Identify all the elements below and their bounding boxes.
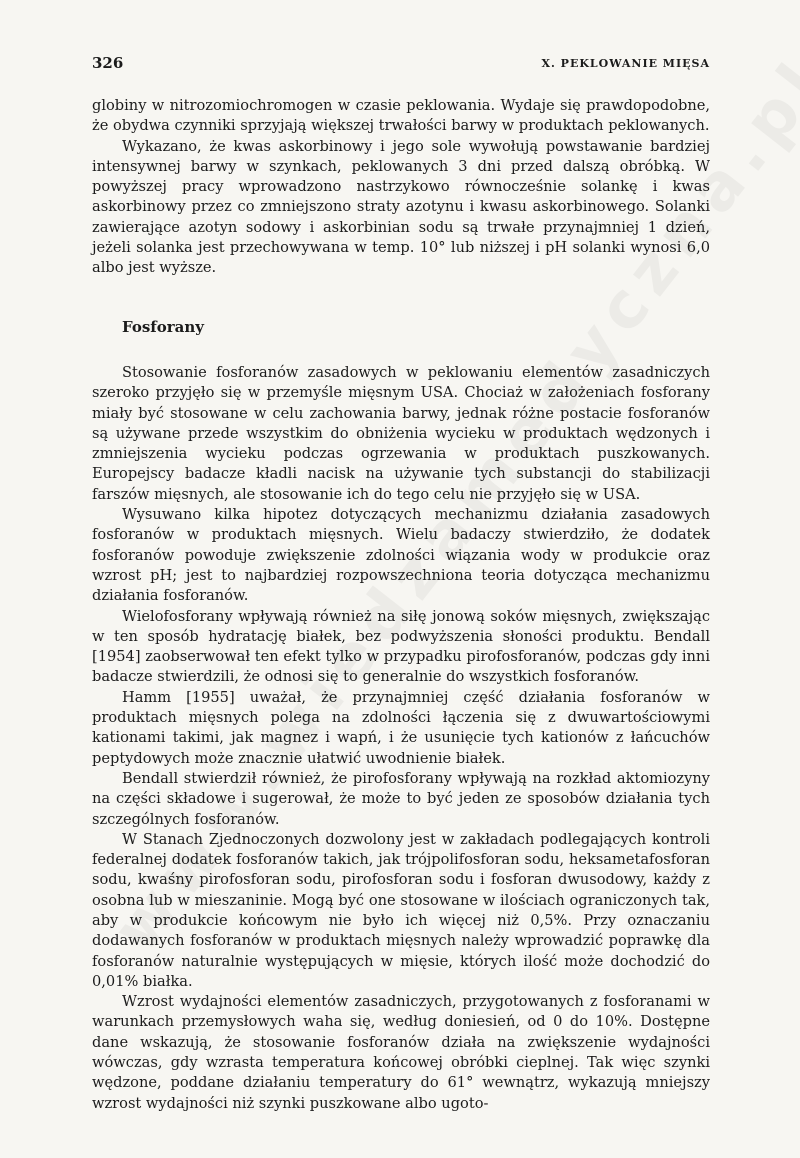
paragraph: W Stanach Zjednoczonych dozwolony jest w zakładach podlegających kontroli federalnej dodatek fosforanów takich, jak trójpolifosforan sodu, heksametafosforan sodu, kwaśny pirofosforan sodu, pirofosforan sodu i fosforan dwusodowy, każdy z osobna lub w mieszaninie. Mogą być one stosowane w ilościach ograniczonych tak, aby w produkcie końcowym nie było ich więcej niż 0,5%. Przy oznaczaniu dodawanych fosforanów w produktach mięsnych należy wprowadzić poprawkę dla fosforanów naturalnie występujących w mięsie, których ilość może dochodzić do 0,01% białka.	[92, 830, 710, 990]
body-text	[92, 96, 710, 1114]
page-header	[92, 54, 710, 78]
paragraph: Wykazano, że kwas askorbinowy i jego sole wywołują powstawanie bardziej intensywnej barwy w szynkach, peklowanych 3 dni przed dalszą obróbką. W powyższej pracy wprowadzono nastrzykowo równocześnie solankę i kwas askorbinowy przez co zmniejszono straty azotynu i kwasu askorbinowego. Solanki zawierające azotyn sodowy i askorbinian sodu są trwałe przynajmniej 1 dzień, jeżeli solanka jest przechowywana w temp. 10° lub niższej i pH solanki wynosi 6,0 albo jest wyższe.	[92, 137, 710, 277]
paragraph: Wysuwano kilka hipotez dotyczących mechanizmu działania zasadowych fosforanów w produktach mięsnych. Wielu badaczy stwierdziło, że dodatek fosforanów powoduje zwiększenie zdolności wiązania wody w produkcie oraz wzrost pH; jest to najbardziej rozpowszechniona teoria dotycząca mechanizmu działania fosforanów.	[92, 506, 710, 605]
section-heading: Fosforany	[122, 317, 204, 336]
paragraph: Wzrost wydajności elementów zasadniczych, przygotowanych z fosforanami w warunkach przemysłowych waha się, według doniesień, od 0 do 10%. Dostępne dane wskazują, że stosowanie fosforanów działa na zwiększenie wydajności wówczas, gdy wzrasta temperatura końcowej obróbki cieplnej. Tak więc szynki wędzone, poddane działaniu temperatury do 61° wewnątrz, wykazują mniejszy wzrost wydajności niż szynki puszkowane albo ugoto-	[92, 993, 710, 1112]
paragraph: Wielofosforany wpływają również na siłę jonową soków mięsnych, zwiększając w ten sposób hydratację białek, bez podwyższenia słoności produktu. Bendall [1954] zaobserwował ten efekt tylko w przypadku pirofosforanów, podczas gdy inni badacze stwierdzili, że odnosi się to generalnie do wszystkich fosforanów.	[92, 607, 710, 686]
paragraph: Bendall stwierdził również, że pirofosforany wpływają na rozkład aktomiozyny na części składowe i sugerował, że może to być jeden ze sposobów działania tych szczególnych fosforanów.	[92, 769, 710, 828]
running-head: X. PEKLOWANIE MIĘSA	[541, 57, 710, 70]
paragraph: globiny w nitrozomiochromogen w czasie peklowania. Wydaje się prawdopodobne, że obydwa czynniki sprzyjają większej trwałości barwy w produktach peklowanych.	[92, 97, 710, 135]
paragraph: Hamm [1955] uważał, że przynajmniej część działania fosforanów w produktach mięsnych polega na zdolności łączenia się z dwuwartościowymi kationami takimi, jak magnez i wapń, i że usunięcie tych kationów z łańcuchów peptydowych może znacznie ułatwić uwodnienie białek.	[92, 688, 710, 767]
paragraph: Stosowanie fosforanów zasadowych w peklowaniu elementów zasadniczych szeroko przyjęło się w przemyśle mięsnym USA. Chociaż w założeniach fosforany miały być stosowane w celu zachowania barwy, jednak różne postacie fosforanów są używane przede wszystkim do obniżenia wycieku w produktach wędzonych i zmniejszenia wycieku podczas ogrzewania w produktach puszkowanych. Europejscy badacze kładli nacisk na używanie tych substancji do stabilizacji farszów mięsnych, ale stosowanie ich do tego celu nie przyjęło się w USA.	[92, 363, 710, 503]
page-number: 326	[92, 54, 124, 72]
